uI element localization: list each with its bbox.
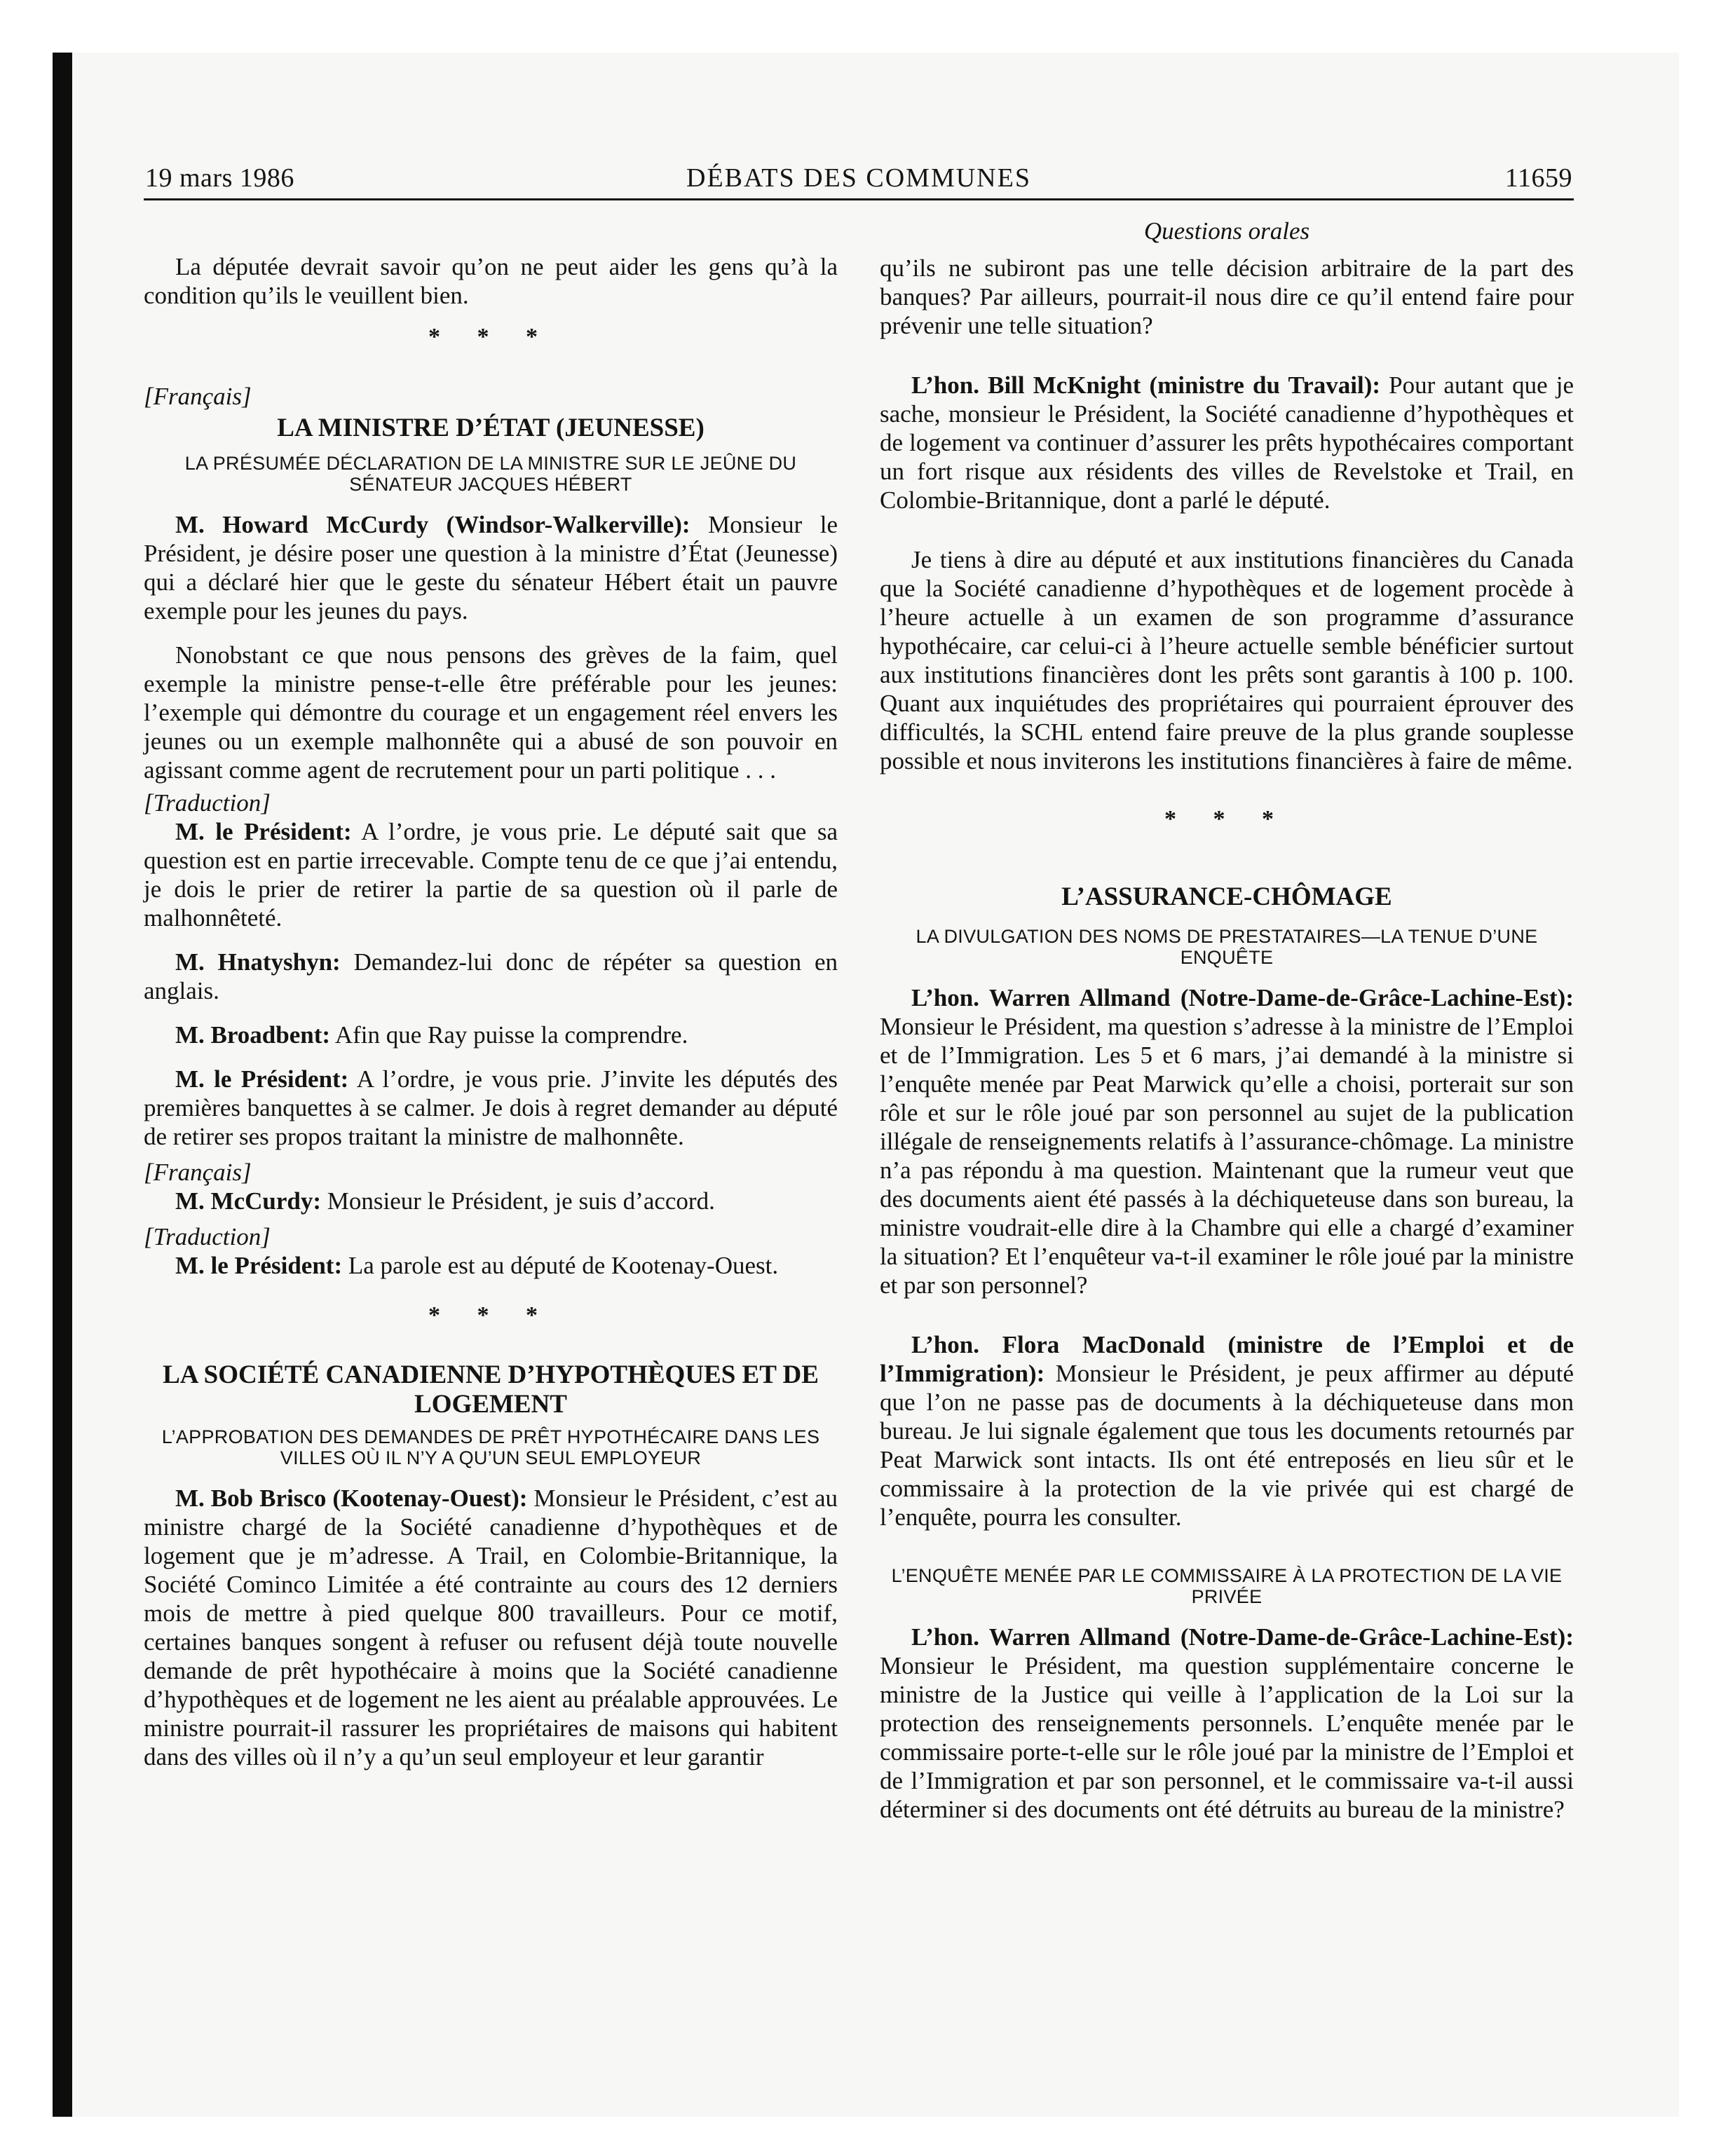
section-subheading: L’ENQUÊTE MENÉE PAR LE COMMISSAIRE À LA PROTECTION DE LA VIE PRIVÉE bbox=[891, 1565, 1563, 1607]
section-heading: LA MINISTRE D’ÉTAT (JEUNESSE) bbox=[277, 414, 705, 442]
right-column bbox=[880, 254, 1574, 1824]
section-subheading: L’APPROBATION DES DEMANDES DE PRÊT HYPOTHÉCAIRE DANS LES VILLES OÙ IL N’Y A QU’UN SEUL EMPLOYEUR bbox=[161, 1426, 820, 1468]
speaker-name: M. Hnatyshyn: bbox=[175, 948, 341, 976]
speech bbox=[144, 1021, 838, 1049]
paragraph: Je tiens à dire au député et aux institutions financières du Canada que la Société canadienne d’hypothèques et de logement procède à l’heure actuelle à un examen de son programme d’assurance hypothécaire, car celui-ci à l’heure actuelle semble bénéficier surtout aux institutions financières dont les prêts sont garantis à 100 p. 100. Quant aux inquiétudes des propriétaires qui pourraient éprouver des difficultés, la SCHL entend faire preuve de la plus grande souplesse possible et nous inviterons les institutions financières à faire de même. bbox=[880, 546, 1574, 775]
speech-text: Monsieur le Président, je suis d’accord. bbox=[321, 1187, 715, 1215]
scan-edge-bar bbox=[53, 53, 72, 2117]
section-separator: * * * bbox=[428, 324, 553, 350]
speaker-name: M. le Président: bbox=[175, 1065, 349, 1093]
speaker-name: M. le Président: bbox=[175, 818, 352, 845]
speech-text: Monsieur le Président, je désire poser une question à la ministre d’État (Jeunesse) qui a déclaré hier que le geste du sénateur Hébert était un pauvre exemple pour les jeunes du pays. bbox=[144, 511, 838, 625]
speech bbox=[144, 817, 838, 932]
speaker-name: M. McCurdy: bbox=[175, 1187, 322, 1215]
language-marker: [Traduction] bbox=[144, 1223, 271, 1250]
speaker-name: M. Bob Brisco (Kootenay-Ouest): bbox=[175, 1485, 528, 1512]
speech bbox=[144, 1065, 838, 1151]
speech bbox=[144, 1187, 838, 1215]
speaker-name: M. Howard McCurdy (Windsor-Walkerville): bbox=[175, 511, 690, 538]
speaker-name: M. Broadbent: bbox=[175, 1021, 331, 1049]
speaker-name: M. le Président: bbox=[175, 1252, 343, 1279]
section-subheading: LA PRÉSUMÉE DÉCLARATION DE LA MINISTRE SUR LE JEÛNE DU SÉNATEUR JACQUES HÉBERT bbox=[184, 453, 797, 495]
speaker-name: L’hon. Bill McKnight (ministre du Travail): bbox=[911, 371, 1381, 399]
left-column bbox=[144, 252, 838, 1771]
paragraph: Nonobstant ce que nous pensons des grèves de la faim, quel exemple la ministre pense-t-elle être préférable pour les jeunes: l’exemple qui démontre du courage et un engagement réel envers les jeunes ou un exemple malhonnête qui a abusé de son pouvoir en agissant comme agent de recrutement pour un parti politique . . . bbox=[144, 641, 838, 784]
speech bbox=[144, 1484, 838, 1771]
speech-text: Demandez-lui donc de répéter sa question en anglais. bbox=[144, 948, 838, 1004]
speech-text: Afin que Ray puisse la comprendre. bbox=[330, 1021, 688, 1049]
section-label: Questions orales bbox=[1143, 217, 1310, 245]
speech-text: Pour autant que je sache, monsieur le Président, la Société canadienne d’hypothèques et de logement va continuer d’assurer les prêts hypothécaires comportant un fort risque aux résidents des villes de Revelstoke et Trail, en Colombie-Britannique, dont a parlé le député. bbox=[880, 371, 1574, 514]
speech bbox=[880, 1330, 1574, 1531]
header-rule bbox=[144, 198, 1574, 200]
speech bbox=[144, 948, 838, 1005]
speech bbox=[880, 983, 1574, 1299]
language-marker: [Traduction] bbox=[144, 789, 271, 817]
speech-text: Monsieur le Président, ma question supplémentaire concerne le ministre de la Justice qui veille à l’application de la Loi sur la protection des renseignements personnels. L’enquête menée par le commissaire porte-t-elle sur le rôle joué par la ministre de l’Emploi et de l’Immigration et par son personnel, et le commissaire va-t-il aussi déterminer si des documents ont été détruits au bureau de la ministre? bbox=[880, 1652, 1574, 1823]
section-separator: * * * bbox=[1164, 806, 1289, 832]
speech bbox=[144, 510, 838, 625]
section-subheading: LA DIVULGATION DES NOMS DE PRESTATAIRES—LA TENUE D’UNE ENQUÊTE bbox=[916, 926, 1538, 968]
speaker-name: L’hon. Warren Allmand (Notre-Dame-de-Grâce-Lachine-Est): bbox=[911, 984, 1574, 1011]
speech-text: Monsieur le Président, ma question s’adresse à la ministre de l’Emploi et de l’Immigration. Les 5 et 6 mars, j’ai demandé à la ministre si l’enquête menée par Peat Marwick qu’elle a choisi, porterait sur son rôle et sur le rôle joué par son personnel au sujet de la publication illégale de renseignements relatifs à l’assurance-chômage. La ministre n’a pas répondu à ma question. Maintenant que la rumeur veut que des documents aient été passés à la déchiqueteuse dans son bureau, la ministre voudrait-elle dire à la Chambre qui elle a chargé d’examiner la situation? Et l’enquêteur va-t-il examiner le rôle joué par la ministre et par son personnel? bbox=[880, 1013, 1574, 1299]
paragraph: La députée devrait savoir qu’on ne peut aider les gens qu’à la condition qu’ils le veuillent bien. bbox=[144, 253, 838, 309]
page-header bbox=[144, 163, 1574, 198]
section-separator: * * * bbox=[428, 1302, 553, 1328]
speech bbox=[144, 1251, 838, 1280]
speech-text: A l’ordre, je vous prie. Le député sait que sa question est en partie irrecevable. Compte tenu de ce que j’ai entendu, je dois le prier de retirer la partie de sa question où il parle de malhonnêteté. bbox=[144, 818, 838, 932]
speech bbox=[880, 1623, 1574, 1824]
speaker-name: L’hon. Flora MacDonald (ministre de l’Emploi et de l’Immigration): bbox=[880, 1331, 1574, 1387]
paragraph: qu’ils ne subiront pas une telle décision arbitraire de la part des banques? Par ailleurs, pourrait-il nous dire ce qu’il entend faire pour prévenir une telle situation? bbox=[880, 254, 1574, 339]
header-title: DÉBATS DES COMMUNES bbox=[686, 163, 1031, 193]
section-heading: LA SOCIÉTÉ CANADIENNE D’HYPOTHÈQUES ET DE LOGEMENT bbox=[163, 1360, 819, 1419]
speech bbox=[880, 371, 1574, 514]
speech-text: Monsieur le Président, je peux affirmer au député que l’on ne passe pas de documents à la déchiqueteuse dans mon bureau. Je lui signale également que tous les documents retournés par Peat Marwick sont intacts. Ils ont été entreposés en lieu sûr et le commissaire à la protection de la vie privée qui est chargé de l’enquête, pourra les consulter. bbox=[880, 1360, 1574, 1531]
header-page-number: 11659 bbox=[1504, 163, 1572, 193]
language-marker: [Français] bbox=[144, 383, 252, 410]
header-date: 19 mars 1986 bbox=[145, 163, 294, 193]
speech-text: A l’ordre, je vous prie. J’invite les députés des premières banquettes à se calmer. Je dois à regret demander au député de retirer ses propos traitant la ministre de malhonnête. bbox=[144, 1065, 838, 1150]
section-heading: L’ASSURANCE-CHÔMAGE bbox=[1061, 882, 1392, 911]
speaker-name: L’hon. Warren Allmand (Notre-Dame-de-Grâce-Lachine-Est): bbox=[911, 1623, 1574, 1651]
language-marker: [Français] bbox=[144, 1159, 252, 1186]
speech-text: Monsieur le Président, c’est au ministre chargé de la Société canadienne d’hypothèques et de logement que je m’adresse. A Trail, en Colombie-Britannique, la Société Cominco Limitée a été contrainte au cours des 12 derniers mois de mettre à pied quelque 800 travailleurs. Pour ce motif, certaines banques songent à refuser ou refusent déjà toute nouvelle demande de prêt hypothécaire à moins que la Société canadienne d’hypothèques et de logement ne les aient au préalable approuvées. Le ministre pourrait-il rassurer les propriétaires de maisons qui habitent dans des villes où il n’y a qu’un seul employeur et leur garantir bbox=[144, 1485, 838, 1770]
speech-text: La parole est au député de Kootenay-Ouest. bbox=[342, 1252, 779, 1279]
